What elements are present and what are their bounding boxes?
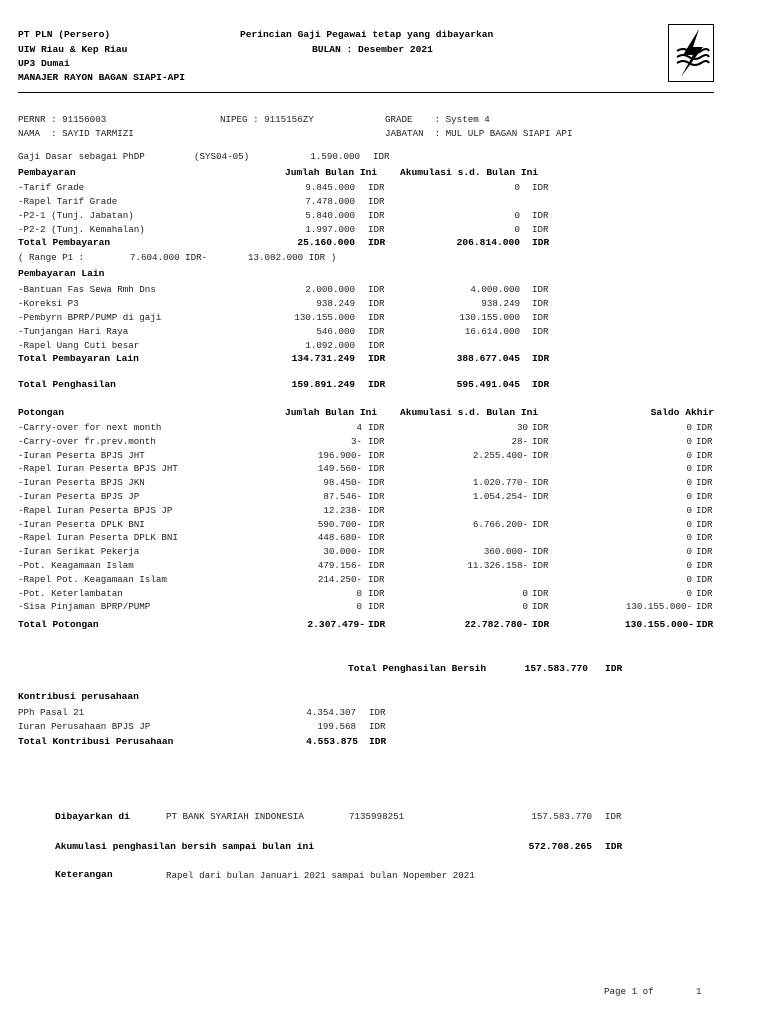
potongan-row-saldo-currency: IDR — [696, 601, 713, 613]
potongan-row-saldo: 0 — [686, 422, 692, 433]
page-total: 1 — [696, 986, 702, 997]
keterangan-text: Rapel dari bulan Januari 2021 sampai bulan Nopember 2021 — [166, 870, 475, 881]
potongan-row-label: -Sisa Pinjaman BPRP/PUMP — [18, 601, 151, 613]
potongan-row-amount: 98.450- — [323, 477, 362, 489]
potongan-row-accum: 0 — [522, 601, 528, 613]
pembayaran-row-amount: 1.997.000 — [305, 224, 355, 235]
pembayaran-lain-title: Pembayaran Lain — [18, 268, 105, 279]
potongan-row-saldo-currency: IDR — [696, 422, 713, 433]
potongan-row-accum: 28- — [511, 435, 528, 447]
pembayaran-total-accum-currency: IDR — [532, 237, 550, 248]
pembayaran-row-currency: IDR — [368, 210, 385, 221]
pembayaran-row-label: -Rapel Tarif Grade — [18, 196, 118, 207]
pembayaran-row-currency: IDR — [368, 224, 385, 235]
kontribusi-title: Kontribusi perusahaan — [18, 691, 139, 702]
potongan-row-currency: IDR — [368, 463, 385, 475]
potongan-row-accum: 1.020.770- — [472, 477, 528, 489]
potongan-row-label: -Iuran Serikat Pekerja — [18, 546, 140, 558]
potongan-title: Potongan — [18, 407, 65, 418]
kontribusi-row-currency: IDR — [369, 707, 386, 718]
pembayaran-lain-row-currency: IDR — [368, 284, 385, 295]
range-high: 13.082.000 IDR ) — [248, 252, 337, 263]
potongan-row-saldo-currency: IDR — [696, 435, 713, 447]
pembayaran-row-currency: IDR — [368, 196, 385, 207]
potongan-row-label: -Iuran Peserta BPJS JP — [18, 491, 140, 502]
kontribusi-row-label: PPh Pasal 21 — [18, 707, 85, 718]
potongan-row-saldo-currency: IDR — [696, 532, 713, 544]
potongan-row-saldo: 0 — [686, 435, 692, 447]
range-label: ( Range P1 : — [18, 252, 85, 263]
pembayaran-row-accum-currency: IDR — [532, 224, 549, 235]
potongan-row-currency: IDR — [368, 546, 385, 558]
potongan-row-accum: 11.326.158- — [467, 560, 528, 571]
pembayaran-lain-row-label: -Bantuan Fas Sewa Rmh Dns — [18, 284, 156, 295]
pembayaran-row-amount: 5.840.000 — [305, 210, 355, 221]
pembayaran-total-accum: 206.814.000 — [456, 237, 520, 248]
range-low: 7.604.000 IDR- — [130, 252, 208, 263]
potongan-row-label: -Iuran Peserta BPJS JHT — [18, 449, 145, 461]
potongan-row-saldo: 0 — [686, 546, 692, 558]
pembayaran-row-accum: 0 — [514, 210, 520, 221]
potongan-total-amount: 2.307.479- — [307, 619, 365, 630]
potongan-row-saldo: 0 — [686, 449, 692, 461]
pembayaran-lain-row-amount: 938.249 — [316, 298, 355, 309]
grade: GRADE : System 4 — [385, 114, 490, 125]
pembayaran-row-accum: 0 — [514, 182, 520, 193]
employee-name: NAMA : SAYID TARMIZI — [18, 128, 134, 139]
pembayaran-lain-row-accum: 938.249 — [481, 298, 520, 309]
pembayaran-lain-row-amount: 2.000.000 — [305, 284, 355, 295]
potongan-row-saldo-currency: IDR — [696, 491, 713, 502]
pembayaran-lain-row-amount: 546.000 — [316, 326, 355, 337]
gaji-dasar-currency: IDR — [373, 151, 390, 162]
pembayaran-total-amount: 25.160.000 — [297, 237, 355, 248]
up3-name: UP3 Dumai — [18, 58, 70, 69]
penghasilan-bersih-amount: 157.583.770 — [524, 663, 588, 674]
potongan-row-accum: 6.766.200- — [472, 518, 528, 530]
pembayaran-lain-total-accum: 388.677.045 — [456, 353, 520, 364]
potongan-row-accum-currency: IDR — [532, 518, 549, 530]
pembayaran-row-label: -P2-1 (Tunj. Jabatan) — [18, 210, 134, 221]
potongan-row-currency: IDR — [368, 449, 385, 461]
pembayaran-lain-row-label: -Tunjangan Hari Raya — [18, 326, 129, 337]
potongan-total-saldo: 130.155.000- — [624, 619, 694, 630]
potongan-row-amount: 30.000- — [323, 546, 362, 558]
potongan-row-saldo: 0 — [686, 491, 692, 502]
pembayaran-lain-row-currency: IDR — [368, 326, 385, 337]
potongan-row-saldo-currency: IDR — [696, 463, 713, 475]
potongan-row-saldo: 0 — [686, 518, 692, 530]
potongan-row-currency: IDR — [368, 491, 385, 502]
potongan-row-accum: 2.255.400- — [472, 449, 528, 461]
pembayaran-lain-row-accum: 4.000.000 — [470, 284, 520, 295]
potongan-row-saldo-currency: IDR — [696, 518, 713, 530]
pembayaran-lain-row-accum-currency: IDR — [532, 298, 549, 309]
akumulasi-bersih-amount: 572.708.265 — [528, 841, 592, 852]
manager-name: MANAJER RAYON BAGAN SIAPI-API — [18, 72, 185, 83]
pembayaran-lain-row-accum: 16.614.000 — [464, 326, 520, 337]
potongan-row-label: -Iuran Peserta DPLK BNI — [18, 518, 145, 530]
pembayaran-lain-total-currency: IDR — [368, 353, 386, 364]
dibayarkan-amount: 157.583.770 — [531, 811, 592, 822]
potongan-row-currency: IDR — [368, 477, 385, 489]
col-akumulasi: Akumulasi s.d. Bulan Ini — [400, 167, 539, 178]
penghasilan-bersih-currency: IDR — [605, 663, 623, 674]
dibayarkan-currency: IDR — [605, 811, 622, 822]
potongan-row-accum-currency: IDR — [532, 477, 549, 489]
pembayaran-lain-row-label: -Rapel Uang Cuti besar — [18, 340, 140, 351]
kontribusi-row-currency: IDR — [369, 721, 386, 732]
potongan-row-saldo: 130.155.000- — [625, 601, 692, 613]
potongan-col-saldo: Saldo Akhir — [650, 407, 714, 418]
pembayaran-lain-row-accum-currency: IDR — [532, 326, 549, 337]
total-penghasilan-currency: IDR — [368, 379, 386, 390]
keterangan-label: Keterangan — [55, 869, 113, 880]
potongan-row-currency: IDR — [368, 504, 385, 516]
potongan-row-accum-currency: IDR — [532, 449, 549, 461]
potongan-row-amount: 12.238- — [323, 504, 362, 516]
potongan-row-amount: 0 — [356, 601, 362, 613]
col-jumlah-bulan-ini: Jumlah Bulan Ini — [285, 167, 378, 178]
potongan-row-saldo: 0 — [686, 560, 692, 571]
company-logo — [668, 24, 714, 82]
potongan-row-accum-currency: IDR — [532, 435, 549, 447]
pembayaran-lain-row-accum: 130.155.000 — [459, 312, 520, 323]
potongan-row-currency: IDR — [368, 532, 385, 544]
kontribusi-total-currency: IDR — [369, 736, 387, 747]
pln-lightning-logo-icon — [669, 25, 713, 81]
potongan-row-amount: 87.546- — [323, 491, 362, 502]
potongan-col-jumlah: Jumlah Bulan Ini — [285, 407, 378, 418]
potongan-row-saldo-currency: IDR — [696, 573, 713, 585]
potongan-row-accum-currency: IDR — [532, 422, 549, 433]
potongan-row-accum: 0 — [522, 587, 528, 599]
potongan-row-accum-currency: IDR — [532, 560, 549, 571]
penghasilan-bersih-label: Total Penghasilan Bersih — [348, 663, 487, 674]
total-penghasilan-label: Total Penghasilan — [18, 379, 116, 390]
pembayaran-lain-row-label: -Koreksi P3 — [18, 298, 79, 309]
potongan-row-currency: IDR — [368, 587, 385, 599]
pembayaran-lain-row-currency: IDR — [368, 298, 385, 309]
pembayaran-row-amount: 9.845.000 — [305, 182, 355, 193]
potongan-row-saldo-currency: IDR — [696, 560, 713, 571]
potongan-total-accum-currency: IDR — [532, 619, 550, 630]
potongan-row-currency: IDR — [368, 560, 385, 571]
pembayaran-row-accum-currency: IDR — [532, 182, 549, 193]
dibayarkan-label: Dibayarkan di — [55, 811, 130, 822]
potongan-row-saldo: 0 — [686, 573, 692, 585]
potongan-total-label: Total Potongan — [18, 619, 99, 630]
pembayaran-lain-total-label: Total Pembayaran Lain — [18, 353, 139, 364]
pembayaran-lain-row-accum-currency: IDR — [532, 284, 549, 295]
pembayaran-lain-row-currency: IDR — [368, 340, 385, 351]
potongan-row-saldo: 0 — [686, 463, 692, 475]
kontribusi-row-amount: 4.354.307 — [306, 707, 356, 718]
potongan-row-accum: 30 — [516, 422, 528, 433]
pembayaran-lain-row-amount: 1.092.000 — [305, 340, 355, 351]
pembayaran-row-accum-currency: IDR — [532, 210, 549, 221]
kontribusi-total-amount: 4.553.875 — [306, 736, 358, 747]
total-penghasilan-accum: 595.491.045 — [456, 379, 520, 390]
potongan-row-label: -Rapel Pot. Keagamaan Islam — [18, 573, 167, 585]
potongan-row-amount: 214.250- — [317, 573, 362, 585]
potongan-row-saldo: 0 — [686, 587, 692, 599]
header-divider — [18, 92, 714, 93]
kontribusi-row-label: Iuran Perusahaan BPJS JP — [18, 721, 151, 732]
kontribusi-row-amount: 199.568 — [317, 721, 356, 732]
potongan-row-accum: 360.000- — [483, 546, 528, 558]
potongan-row-saldo-currency: IDR — [696, 546, 713, 558]
potongan-row-accum: 1.054.254- — [472, 491, 528, 502]
pembayaran-title: Pembayaran — [18, 167, 76, 178]
company-name: PT PLN (Persero) — [18, 29, 111, 40]
pembayaran-row-label: -P2-2 (Tunj. Kemahalan) — [18, 224, 145, 235]
unit-name: UIW Riau & Kep Riau — [18, 44, 128, 55]
potongan-row-saldo: 0 — [686, 504, 692, 516]
page-label: Page 1 of — [604, 986, 654, 997]
potongan-row-currency: IDR — [368, 422, 385, 433]
document-title: Perincian Gaji Pegawai tetap yang dibayarkan — [240, 29, 494, 40]
gaji-dasar-code: (SYS04-05) — [194, 151, 250, 162]
pembayaran-row-label: -Tarif Grade — [18, 182, 85, 193]
potongan-row-label: -Rapel Iuran Peserta BPJS JP — [18, 504, 173, 516]
potongan-row-saldo-currency: IDR — [696, 504, 713, 516]
potongan-row-amount: 448.680- — [317, 532, 362, 544]
pembayaran-row-amount: 7.478.000 — [305, 196, 355, 207]
kontribusi-total-label: Total Kontribusi Perusahaan — [18, 736, 174, 747]
potongan-total-accum: 22.782.780- — [464, 619, 528, 630]
potongan-row-saldo-currency: IDR — [696, 477, 713, 489]
potongan-row-accum-currency: IDR — [532, 491, 549, 502]
pembayaran-total-label: Total Pembayaran — [18, 237, 111, 248]
total-penghasilan-accum-currency: IDR — [532, 379, 550, 390]
potongan-row-accum-currency: IDR — [532, 546, 549, 558]
potongan-row-label: -Carry-over fr.prev.month — [18, 435, 156, 447]
potongan-row-amount: 590.700- — [317, 518, 362, 530]
potongan-row-accum-currency: IDR — [532, 587, 549, 599]
pembayaran-lain-row-label: -Pembyrn BPRP/PUMP di gaji — [18, 312, 162, 323]
nipeg: NIPEG : 9115156ZY — [220, 114, 314, 125]
potongan-row-amount: 3- — [350, 435, 362, 447]
pembayaran-lain-row-accum-currency: IDR — [532, 312, 549, 323]
potongan-row-amount: 0 — [356, 587, 362, 599]
potongan-row-currency: IDR — [368, 435, 385, 447]
potongan-row-label: -Pot. Keterlambatan — [18, 587, 123, 599]
potongan-row-currency: IDR — [368, 573, 385, 585]
pembayaran-lain-total-accum-currency: IDR — [532, 353, 550, 364]
gaji-dasar-label: Gaji Dasar sebagai PhDP — [18, 151, 145, 162]
potongan-row-currency: IDR — [368, 601, 385, 613]
potongan-row-label: -Pot. Keagamaan Islam — [18, 560, 134, 571]
pembayaran-row-accum: 0 — [514, 224, 520, 235]
akumulasi-bersih-label: Akumulasi penghasilan bersih sampai bulan ini — [55, 841, 315, 852]
potongan-row-label: -Iuran Peserta BPJS JKN — [18, 477, 145, 489]
potongan-row-saldo-currency: IDR — [696, 587, 713, 599]
potongan-total-currency: IDR — [368, 619, 386, 630]
pembayaran-lain-total-amount: 134.731.249 — [291, 353, 355, 364]
potongan-total-saldo-currency: IDR — [696, 619, 714, 630]
bank-account: 7135998251 — [349, 811, 405, 822]
potongan-row-label: -Rapel Iuran Peserta DPLK BNI — [18, 532, 178, 544]
pembayaran-lain-row-amount: 130.155.000 — [294, 312, 355, 323]
potongan-col-akumulasi: Akumulasi s.d. Bulan Ini — [400, 407, 539, 418]
pembayaran-row-currency: IDR — [368, 182, 385, 193]
potongan-row-label: -Carry-over for next month — [18, 422, 162, 433]
potongan-row-amount: 196.900- — [317, 449, 362, 461]
potongan-row-label: -Rapel Iuran Peserta BPJS JHT — [18, 463, 178, 475]
period-label: BULAN : Desember 2021 — [312, 44, 433, 55]
potongan-row-amount: 149.560- — [317, 463, 362, 475]
potongan-row-amount: 479.156- — [317, 560, 362, 571]
potongan-row-amount: 4 — [356, 422, 362, 433]
bank-name: PT BANK SYARIAH INDONESIA — [166, 811, 304, 822]
potongan-row-accum-currency: IDR — [532, 601, 549, 613]
potongan-row-saldo: 0 — [686, 477, 692, 489]
pernr: PERNR : 91156003 — [18, 114, 107, 125]
pembayaran-lain-row-currency: IDR — [368, 312, 385, 323]
akumulasi-bersih-currency: IDR — [605, 841, 623, 852]
potongan-row-saldo: 0 — [686, 532, 692, 544]
potongan-row-saldo-currency: IDR — [696, 449, 713, 461]
total-penghasilan-amount: 159.891.249 — [291, 379, 355, 390]
potongan-row-currency: IDR — [368, 518, 385, 530]
pembayaran-total-currency: IDR — [368, 237, 386, 248]
jabatan: JABATAN : MUL ULP BAGAN SIAPI API — [385, 128, 573, 139]
gaji-dasar-amount: 1.590.000 — [310, 151, 360, 162]
